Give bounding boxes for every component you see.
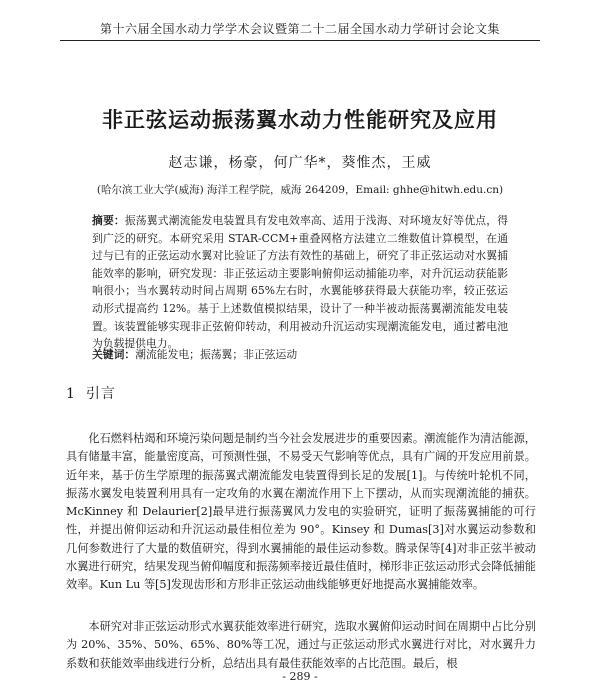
abstract-label: 摘要： xyxy=(92,214,125,227)
keywords-text: 潮流能发电；振荡翼；非正弦运动 xyxy=(135,348,298,361)
section-title: 引言 xyxy=(85,386,116,402)
paper-title: 非正弦运动振荡翼水动力性能研究及应用 xyxy=(102,108,498,132)
affiliation: (哈尔滨工业大学(威海) 海洋工程学院，威海 264209，Email: ghhe@hitwh.edu.cn) xyxy=(96,184,504,196)
section-heading xyxy=(66,383,116,403)
body-paragraph-2: 本研究对非正弦运动形式水翼获能效率进行研究，选取水翼俯仰运动时间在周期中占比分别为 20%、35%、50%、65%、80%等工况，通过与正弦运动形式水翼进行对比，对水翼升力系数和获能效率曲线进行分析，总结出具有最佳获能效率的占比范围。最后，根 xyxy=(66,620,536,670)
page-number: - 289 - xyxy=(282,670,318,683)
running-header: 第十六届全国水动力学学术会议暨第二十二届全国水动力学研讨会论文集 xyxy=(99,22,500,36)
abstract xyxy=(92,212,508,353)
section-number: 1 xyxy=(66,386,76,402)
keywords-label: 关键词： xyxy=(92,348,136,361)
keywords xyxy=(92,347,508,362)
header-divider xyxy=(60,40,540,41)
abstract-text: 振荡翼式潮流能发电装置具有发电效率高、适用于浅海、对环境友好等优点，得到广泛的研究。本研究采用 STAR-CCM+重叠网格方法建立二维数值计算模型，在通过与已有的正弦运动水翼对比验证了方法有效性的基础上，研究了非正弦运动对水翼捕能效率的影响，研究发现：非正弦运动主要影响俯仰运动捕能功率，对升沉运动获能影响很小；当水翼转动时间占周期 65%左右时，水翼能够获得最大获能功率，较正弦运动形式提高约 12%。基于上述数值模拟结果，设计了一种半被动振荡翼潮流能发电装置。该装置能够实现非正弦俯仰转动，利用被动升沉运动实现潮流能发电，通过蓄电池为负载提供电力。 xyxy=(92,214,509,351)
body-paragraph-1: 化石燃料枯竭和环境污染问题是制约当今社会发展进步的重要因素。潮流能作为清洁能源，具有储量丰富，能量密度高，可预测性强，不易受天气影响等优点，具有广阔的开发应用前景。近年来，基于仿生学原理的振荡翼式潮流能发电装置得到长足的发展[1]。与传统叶轮机不同，振荡水翼发电装置利用具有一定攻角的水翼在潮流作用下上下摆动，从而实现潮流能的捕获。McKinney 和 Delaurier[2]最早进行振荡翼风力发电的实验研究，证明了振荡翼捕能的可行性，并提出俯仰运动和升沉运动最佳相位差为 90°。Kinsey 和 Dumas[3]对水翼运动参数和几何参数进行了大量的数值研究，得到水翼捕能的最佳运动参数。腾录保等[4]对非正弦半被动水翼进行研究，结果发现当俯仰幅度和振荡频率接近最佳值时，梯形非正弦运动形式会降低捕能效率。Kun Lu 等[5]发现齿形和方形非正弦运动曲线能够更好地提高水翼捕能效率。 xyxy=(66,432,536,592)
author-list: 赵志谦，杨豪，何广华*，葵惟杰，王威 xyxy=(168,155,432,171)
